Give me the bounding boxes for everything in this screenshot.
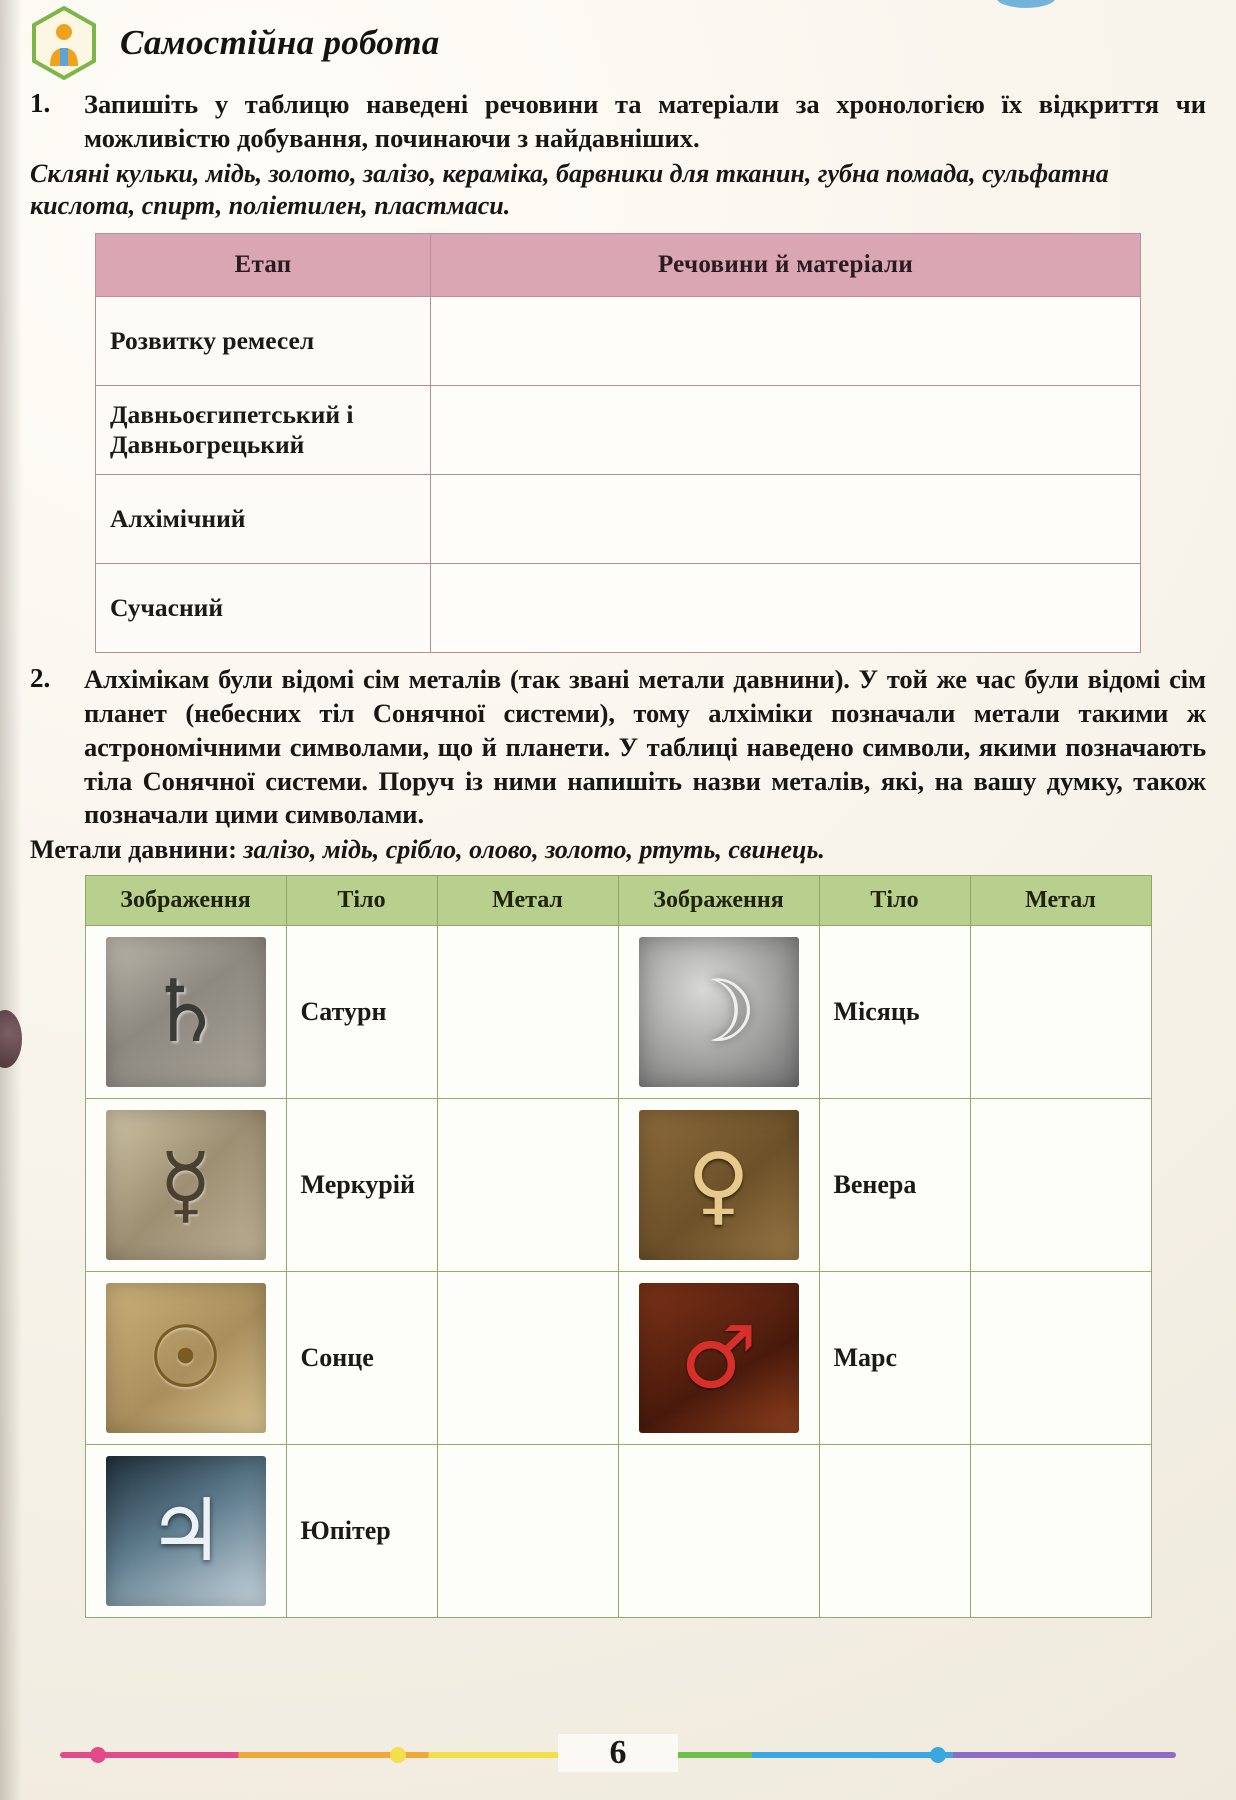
metal-input-cell[interactable] [437, 1271, 618, 1444]
page-edge-shadow [0, 0, 22, 1800]
saturn-symbol-image [85, 925, 286, 1098]
stage-cell: Сучасний [96, 563, 431, 652]
body-name-cell: Венера [819, 1098, 970, 1271]
stages-table [95, 233, 1141, 653]
stage-cell: Давньоєгипетський і Давньогрецький [96, 385, 431, 474]
empty-image-cell [618, 1444, 819, 1617]
metal-input-cell[interactable] [970, 1271, 1151, 1444]
body-name-cell: Юпітер [286, 1444, 437, 1617]
saturn-glyph: ♄ [146, 961, 225, 1062]
celestial-metals-table [85, 875, 1152, 1618]
task-1-text: Запишіть у таблицю наведені речовини та матеріали за хронологією їх відкриття чи можливістю добування, починаючи з найдавніших. [84, 89, 1206, 153]
task-1 [30, 88, 1206, 156]
body-name-cell: Місяць [819, 925, 970, 1098]
footer-dot [390, 1747, 406, 1763]
task-1-number: 1. [30, 88, 51, 118]
stage-cell: Розвитку ремесел [96, 296, 431, 385]
sun-glyph: ☉ [146, 1307, 225, 1408]
jupiter-symbol-image [85, 1444, 286, 1617]
header-image-right: Зображення [618, 875, 819, 925]
mercury-glyph: ☿ [159, 1134, 212, 1235]
header-metal-left: Метал [437, 875, 618, 925]
moon-glyph: ☽ [679, 961, 758, 1062]
metal-input-cell[interactable] [437, 1444, 618, 1617]
materials-input-cell[interactable] [431, 563, 1141, 652]
materials-input-cell[interactable] [431, 474, 1141, 563]
mars-symbol-image [618, 1271, 819, 1444]
task-2-text: Алхімікам були відомі сім металів (так звані метали давнини). У той же час були відомі сім планет (небесних тіл Сонячної системи), тому алхіміки позначали метали такими ж астрономічними символами, що й планети. У таблиці наведено символи, якими позначають тіла Сонячної системи. Поруч із ними напишіть назви металів, які, на вашу думку, також позначали цими символами. [84, 663, 1206, 830]
table-row [85, 925, 1151, 1098]
body-name-cell: Марс [819, 1271, 970, 1444]
section-header [30, 0, 1206, 78]
header-metal-right: Метал [970, 875, 1151, 925]
table-row [85, 1444, 1151, 1617]
header-body-left: Тіло [286, 875, 437, 925]
table-row [85, 1098, 1151, 1271]
metals-values: залізо, мідь, срібло, олово, золото, ртуть, свинець. [243, 835, 825, 865]
mars-glyph: ♂ [679, 1307, 758, 1408]
sun-symbol-image [85, 1271, 286, 1444]
table-row [96, 563, 1141, 652]
person-hexagon-icon [30, 6, 98, 80]
moon-symbol-image [618, 925, 819, 1098]
table-row [96, 385, 1141, 474]
task-2-metals-list [30, 834, 1206, 867]
header-body-right: Тіло [819, 875, 970, 925]
page-number: 6 [558, 1734, 678, 1772]
table-row [85, 1271, 1151, 1444]
stage-cell: Алхімічний [96, 474, 431, 563]
task-2 [30, 663, 1206, 833]
materials-input-cell[interactable] [431, 385, 1141, 474]
table-row [96, 474, 1141, 563]
body-name-cell: Сатурн [286, 925, 437, 1098]
body-name-cell [819, 1444, 970, 1617]
venus-symbol-image [618, 1098, 819, 1271]
task-2-number: 2. [30, 662, 51, 693]
jupiter-glyph: ♃ [146, 1480, 225, 1581]
task-1-materials-list: Скляні кульки, мідь, золото, залізо, кераміка, барвники для тканин, губна помада, сульфатна кислота, спирт, поліетилен, пластмаси. [30, 158, 1109, 221]
venus-glyph: ♀ [687, 1134, 750, 1235]
stages-table-header-row [96, 233, 1141, 296]
footer-dot [90, 1747, 106, 1763]
metal-input-cell[interactable] [970, 1098, 1151, 1271]
stages-table-header-stage: Етап [96, 233, 431, 296]
page-footer [0, 1734, 1236, 1790]
body-name-cell: Сонце [286, 1271, 437, 1444]
mercury-symbol-image [85, 1098, 286, 1271]
metal-input-cell[interactable] [970, 925, 1151, 1098]
materials-input-cell[interactable] [431, 296, 1141, 385]
metals-label: Метали давнини: [30, 835, 244, 865]
finger-artifact [0, 1010, 22, 1068]
metal-input-cell[interactable] [437, 925, 618, 1098]
page-title: Самостійна робота [120, 23, 440, 62]
metals-table-header-row [85, 875, 1151, 925]
header-image-left: Зображення [85, 875, 286, 925]
stages-table-header-materials: Речовини й матеріали [431, 233, 1141, 296]
metal-input-cell[interactable] [970, 1444, 1151, 1617]
metal-input-cell[interactable] [437, 1098, 618, 1271]
footer-dot [930, 1747, 946, 1763]
table-row [96, 296, 1141, 385]
body-name-cell: Меркурій [286, 1098, 437, 1271]
